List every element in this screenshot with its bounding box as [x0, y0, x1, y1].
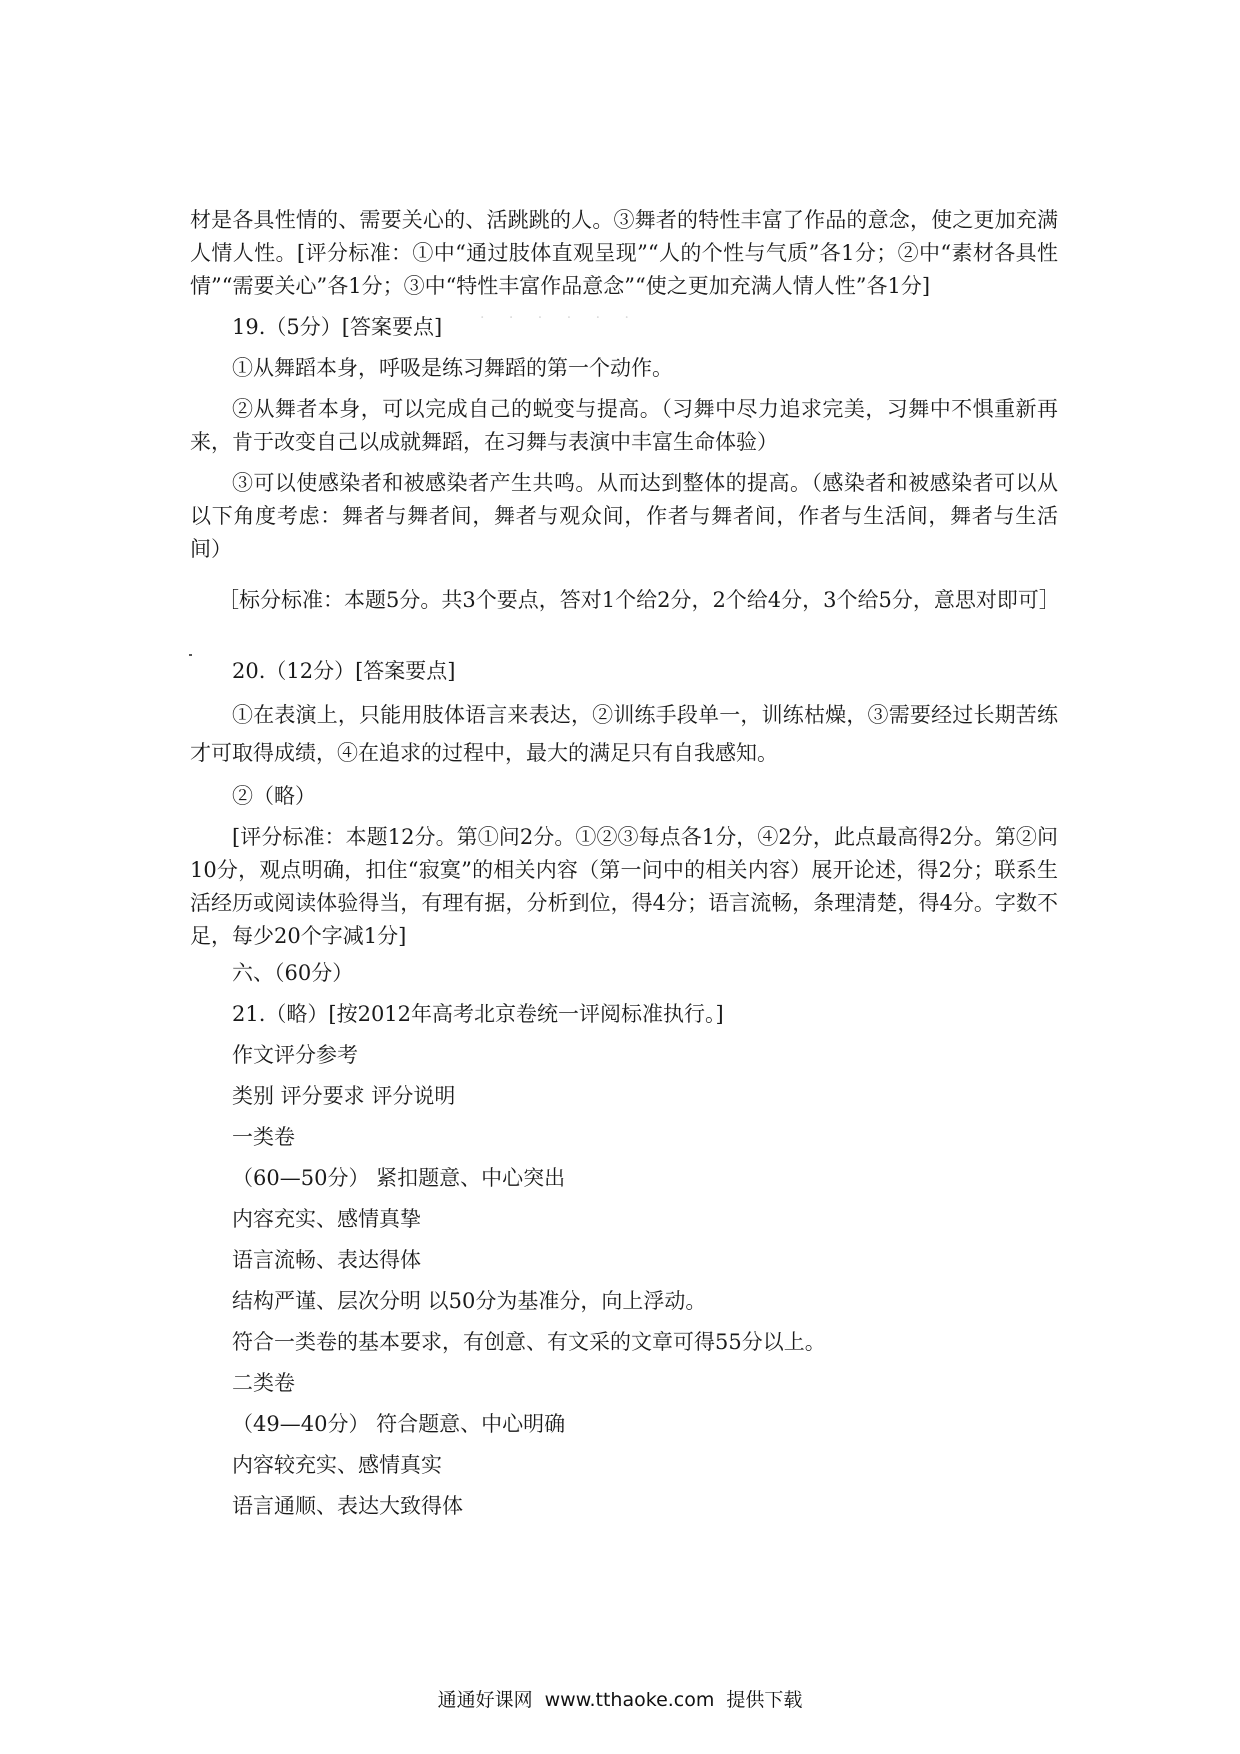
paragraph-q20-scoring: [评分标准：本题12分。第①问2分。①②③每点各1分，④2分，此点最高得2分。第②问10分，观点明确，扣住“寂寞”的相关内容（第一问中的相关内容）展开论述，得2分；联系生活经历或阅读体验得当，有理有据，分析到位，得4分；语言流畅，条理清楚，得4分。字数不足，每少20个字减1分] [190, 825, 1058, 948]
grade-2-title: 二类卷 [232, 1371, 295, 1395]
grade-1-req-language: 语言流畅、表达得体 [232, 1248, 421, 1272]
paragraph-q19-point1: ①从舞蹈本身，呼吸是练习舞蹈的第一个动作。 [232, 356, 673, 380]
grade-1-req-content: 内容充实、感情真挚 [232, 1207, 421, 1231]
answer-key-body [190, 204, 1058, 1535]
heading-q21: 21.（略）[按2012年高考北京卷统一评阅标准执行。] [232, 1002, 724, 1026]
paragraph-q20-point1: ①在表演上，只能用肢体语言来表达，②训练手段单一，训练枯燥，③需要经过长期苦练才可取得成绩，④在追求的过程中，最大的满足只有自我感知。 [190, 703, 1058, 765]
essay-scoring-columns: 类别 评分要求 评分说明 [232, 1084, 456, 1108]
paragraph-q18-end: 材是各具性情的、需要关心的、活跳跳的人。③舞者的特性丰富了作品的意念，使之更加充满人情人性。[评分标准：①中“通过肢体直观呈现”“人的个性与气质”各1分；②中“素材各具性情”“需要关心”各1分；③中“特性丰富作品意念”“使之更加充满人情人性”各1分] [190, 208, 1058, 298]
grade-1-req-structure: 结构严谨、层次分明 以50分为基准分，向上浮动。 [232, 1289, 707, 1313]
paragraph-q19-point2: ②从舞者本身，可以完成自己的蜕变与提高。（习舞中尽力追求完美，习舞中不惧重新再来，肯于改变自己以成就舞蹈，在习舞与表演中丰富生命体验） [190, 397, 1058, 454]
paragraph-q19-scoring: ［标分标准：本题5分。共3个要点，答对1个给2分，2个给4分，3个给5分，意思对即可］ [218, 588, 1060, 612]
essay-scoring-title: 作文评分参考 [232, 1043, 358, 1067]
grade-2-req-content: 内容较充实、感情真实 [232, 1453, 442, 1477]
page-footer: 通通好课网 www.tthaoke.com 提供下载 [437, 1689, 803, 1711]
heading-q20: 20.（12分）[答案要点] [232, 659, 456, 683]
faint-watermark-marks: · · · · · · [480, 310, 639, 326]
heading-q19: 19.（5分）[答案要点] [232, 315, 443, 339]
paragraph-q20-point2: ②（略） [232, 784, 316, 808]
grade-1-title: 一类卷 [232, 1125, 295, 1149]
grade-1-note: 符合一类卷的基本要求，有创意、有文采的文章可得55分以上。 [232, 1330, 826, 1354]
grade-2-req-language: 语言通顺、表达大致得体 [232, 1494, 463, 1518]
grade-1-range: （60—50分） 紧扣题意、中心突出 [232, 1166, 566, 1190]
heading-section6: 六、（60分） [232, 961, 354, 985]
paragraph-q19-point3: ③可以使感染者和被感染者产生共鸣。从而达到整体的提高。（感染者和被感染者可以从以下角度考虑：舞者与舞者间，舞者与观众间，作者与舞者间，作者与生活间，舞者与生活间） [190, 471, 1058, 561]
grade-2-range: （49—40分） 符合题意、中心明确 [232, 1412, 566, 1436]
